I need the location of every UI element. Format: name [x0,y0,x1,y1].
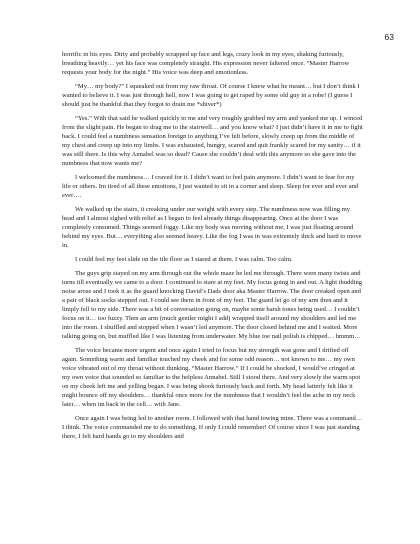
page-number: 63 [384,32,394,42]
paragraph: The guys grip stayed on my arm through out the whole maze he led me through. There were many twists and turns till eventually we came to a door. I continued to stare at my feet. My focus going in and out. A light thudding noise arose and I took it as the guard knocking David’s Dads door aka Master Harrow. The door creaked open and a pair of black socks stepped out. I could see them in front of my feet. The guard let go of my arm then and it limply fell to my side. There was a bit of conversation going on, maybe some harsh tones being used… I couldn’t focus on it… too fuzzy. Then an arm (much gentler might I add) wrapped itself around my shoulders and led me into the room. I shuffled and stopped when I wasn’t led anymore. The door closed behind me and I waited. More talking going on, but muffled like I was listening from underwater. My blue toe nail polish is chipped… hmmm… [62,269,363,341]
paragraph: Once again I was being led to another room. I followed with that hand towing mine. There was a command… I think. The voice commanded me to do something. If only I could remember! Of course since I was just standing there, I felt hard hands go to my shoulders and [62,415,363,441]
paragraph: We walked up the stairs, it creaking under our weight with every step. The numbness now was filling my head and I almost sighed with relief as I began to feel already things disappearing. Once at the door I was completely consumed. Things seemed foggy. Like my body was moving without me, I was just floating around behind my eyes. But… everything also seemed heavy. Like the fog I was in was extremely thick and hard to move in. [62,205,362,250]
paragraph: “My… my body?” I squeaked out from my raw throat. Of course I knew what he meant… but I don’t think I wanted to believe it. I was just through hell, now I was going to get raped by some old guy in a robe! (I guess I should just be thankful that they forgot to drain me *shiver*) [62,82,360,109]
paragraph: I welcomed the numbness… I craved for it. I didn’t want to feel pain anymore. I didn’t want to fear for my life or others. Im tired of all these emotions, I just wanted to sit in a corner and sleep. Sleep for ever and ever and ever…. [62,173,359,200]
body-text [62,50,363,446]
paragraph: horrific in his eyes. Dirty and probably scrapped up face and legs, crazy look in my eyes, shaking furiously, breathing heavily… yet his face was completely straight. His expression never faltered once. “Master Harrow requests your body for the night.” His voice was deep and emotionless. [62,51,350,77]
paragraph: “Yes.” With that said he walked quickly to me and very roughly grabbed my arm and yanked me up. I winced from the slight pain. He began to drag me to the stairwell… and you know what? I just didn’t have it in me to fight back. I could feel a numbness sensation foreign to anything I’ve felt before, slowly creep up from the middle of my chest and creep up into my limbs. I was exhausted, hungry, scared and quit frankly scared for my sanity… if it was still there. Is this why Annabel was so dead? Cause she couldn’t deal with this anymore so she gave into the numbness that now wants me? [62,114,363,168]
paragraph: The voice became more urgent and once again I tried to focus but my strength was gone and I drifted off again. Something warm and familiar touched my cheek and for some odd reason… not known to me… my own voice vibrated out of my throat without thinking. “Master Harrow.” If I could be shocked, I would’ve cringed at my own voice that sounded so familiar to the helpless Annabel. Still I stood there. And very slowly the warm spot on my cheek left me and yelling began. I was being shook furiously back and forth. My head latterly felt like it might bounce off my shoulders… thankful once more for the numbness that I wouldn’t feel the ache in my neck later… when im back in the cell… with Jane. [62,346,361,409]
paragraph: I could feel my feet slide on the tile floor as I stared at them. I was calm. Too calm. [75,255,293,263]
